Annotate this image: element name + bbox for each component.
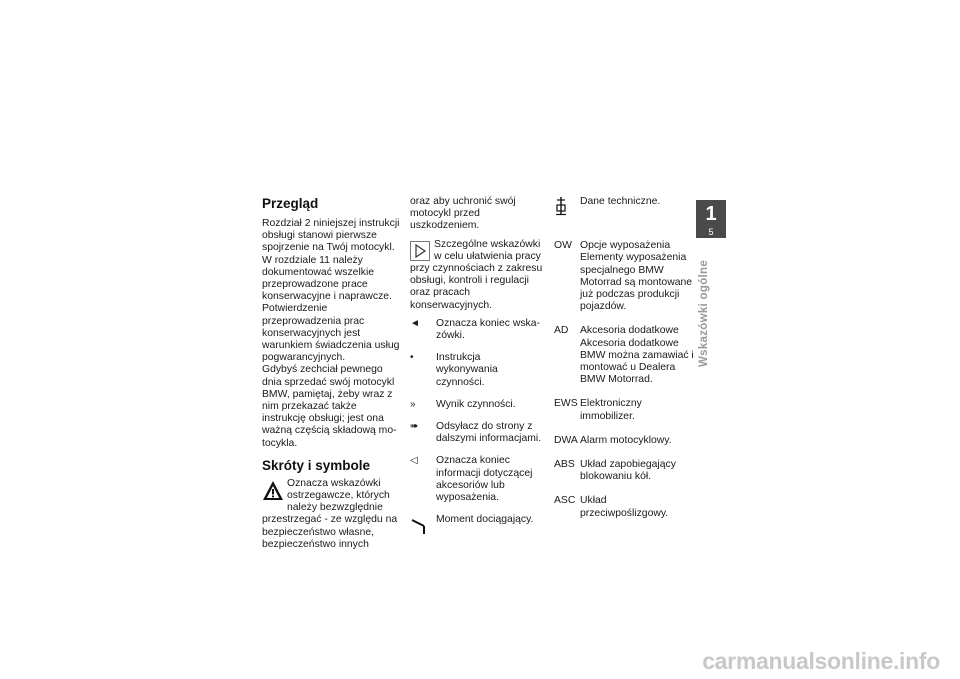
tip-note	[410, 239, 545, 312]
section-title: Wskazówki ogólne	[698, 260, 710, 368]
abbreviation-code: DWA	[554, 434, 578, 446]
end-of-accessory-note-icon: ◁	[410, 455, 418, 467]
abbreviation-code: OW	[554, 240, 572, 252]
abbreviation-code: AD	[554, 325, 569, 337]
abbreviation-code: ABS	[554, 459, 575, 471]
column-3	[554, 196, 694, 520]
symbol-row	[410, 421, 545, 445]
abbreviation-row	[554, 495, 694, 519]
abbreviation-list	[554, 240, 694, 520]
techdata-row	[554, 196, 694, 220]
symbol-description: Oznacza koniec informacji dotyczącej akcesoriów lub wyposażenia.	[436, 455, 533, 504]
technical-data-icon	[554, 196, 580, 220]
cross-reference-arrow-icon: ➠	[410, 421, 419, 433]
abbreviation-description: Układ przeciwpoślizgowy.	[580, 495, 669, 519]
overview-paragraph-2: Gdybyś zechciał pewnego dnia sprzedać swój motocykl BMW, pamiętaj, żeby wraz z nim przekazać także instrukcję obsługi; jest ona ważną częścią składową motocykla.	[262, 364, 397, 449]
chapter-number-box	[696, 200, 726, 238]
watermark: carmanualsonline.info	[702, 647, 940, 674]
symbol-row	[410, 514, 545, 540]
abbreviation-row	[554, 325, 694, 386]
symbol-description: Odsyłacz do strony z dalszymi informacjami.	[436, 421, 542, 445]
heading-overview: Przegląd	[262, 196, 319, 211]
heading-abbreviations-symbols: Skróty i symbole	[262, 457, 371, 473]
symbol-list	[410, 318, 545, 541]
abbreviation-description: Akcesoria dodatkowe Akcesoria dodatkowe BMW można zamawiać i montować u Dealera BMW Motorrad.	[580, 325, 694, 386]
column-1	[262, 196, 402, 551]
page-number: 5	[708, 227, 714, 237]
symbol-row	[410, 352, 545, 389]
symbol-row	[410, 399, 545, 411]
overview-paragraph-1: Rozdział 2 niniejszej instrukcji obsługi stanowi pierwsze spojrzenie na Twój motocykl. W rozdziale 11 należy dokumentować wszelkie przeprowadzone prace konserwacyjne i naprawcze. Potwierdzenie przeprowadzenia prac konserwacyjnych jest warunkiem świadczenia usług pogwarancyjnych.	[262, 218, 400, 364]
warning-note	[262, 478, 402, 551]
abbreviation-code: EWS	[554, 398, 578, 410]
result-icon: »	[410, 398, 416, 410]
symbol-description: Oznacza koniec wskazówki.	[436, 317, 540, 342]
tip-triangle-icon	[410, 241, 430, 261]
technical-data-text: Dane techniczne.	[580, 196, 661, 207]
abbreviation-description: Alarm motocyklowy.	[580, 434, 672, 446]
warning-triangle-icon	[262, 480, 284, 502]
warning-text: Oznacza wskazówki ostrzegawcze, których należy bezwzględnie przestrzegać - ze względu na bezpieczeństwo własne, bezpieczeństwo innych	[262, 477, 398, 550]
chapter-tab	[696, 200, 726, 440]
tip-text: Szczególne wskazówki w celu ułatwienia pracy przy czynnościach z zakresu obsługi, kontroli i regulacji oraz pracach konserwacyjnych.	[410, 238, 543, 311]
symbol-description: Moment dociągający.	[436, 514, 534, 526]
symbol-row	[410, 318, 545, 342]
continued-text: oraz aby uchronić swój motocykl przed uszkodzeniem.	[410, 196, 516, 232]
abbreviation-description: Elektroniczny immobilizer.	[580, 398, 642, 422]
abbreviation-code: ASC	[554, 495, 576, 507]
end-of-note-icon: ◄	[410, 317, 420, 329]
abbreviation-description: Opcje wyposażenia Elementy wyposażenia specjalnego BMW Motorrad są montowane już podczas produkcji pojazdów.	[580, 240, 693, 313]
column-2	[410, 196, 545, 540]
torque-wrench-icon	[410, 514, 436, 540]
symbol-description: Instrukcja wykonywania czynności.	[436, 352, 498, 388]
abbreviation-row	[554, 435, 694, 447]
abbreviation-row	[554, 240, 694, 313]
bullet-icon: •	[410, 352, 414, 364]
abbreviation-row	[554, 398, 694, 422]
chapter-number: 1	[705, 203, 717, 225]
symbol-row	[410, 455, 545, 504]
abbreviation-row	[554, 459, 694, 483]
abbreviation-description: Układ zapobiegający blokowaniu kół.	[580, 459, 676, 483]
symbol-description: Wynik czynności.	[436, 398, 516, 410]
